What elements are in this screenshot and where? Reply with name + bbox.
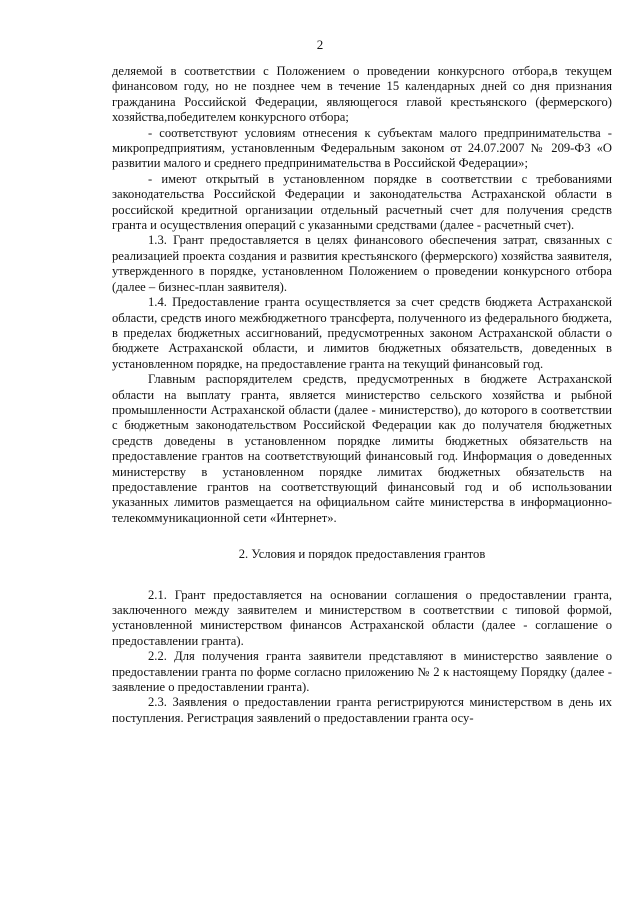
page-number: 2 [316, 37, 324, 52]
paragraph-2-3: 2.3. Заявления о предоставлении гранта регистрируются министерством в день их поступления. Регистрация заявлений о предоставлении гранта осу- [112, 695, 612, 725]
paragraph-2-2: 2.2. Для получения гранта заявители представляют в министерство заявление о предоставлении гранта по форме согласно приложению № 2 к настоящему Порядку (далее - заявление о предоставлении гранта). [112, 649, 612, 695]
document-body [112, 64, 612, 726]
paragraph-1-4: 1.4. Предоставление гранта осуществляется за счет средств бюджета Астраханской области, средств иного межбюджетного трансферта, полученного из федерального бюджета, в пределах бюджетных ассигнований, предусмотренных законом Астраханской области о бюджете Астраханской области, и лимитов бюджетных обязательств, доведенных в установленном порядке, на предоставление гранта на текущий финансовый год. [112, 295, 612, 371]
paragraph-continuation: деляемой в соответствии с Положением о проведении конкурсного отбора,в текущем финансовом году, но не позднее чем в течение 15 календарных дней со дня признания гражданина Российской Федерации, являющегося главой крестьянского (фермерского) хозяйства,победителем конкурсного отбора; [112, 64, 612, 125]
paragraph-list-item-bank-account: - имеют открытый в установленном порядке в соответствии с требованиями законодательства Российской Федерации и законодательства Астраханской области в российской кредитной организации отдельный расчетный счет для получения средств гранта и осуществления операций с указанными средствами (далее - расчетный счет). [112, 171, 612, 233]
paragraph-list-item-micro-enterprise: - соответствуют условиям отнесения к субъектам малого предпринимательства - микропредприятиям, установленным Федеральным законом от 24.07.2007 № 209-ФЗ «О развитии малого и среднего предпринимательства в Российской Федерации»; [112, 125, 612, 171]
section-heading: 2. Условия и порядок предоставления грантов [238, 547, 486, 562]
paragraph-1-3: 1.3. Грант предоставляется в целях финансового обеспечения затрат, связанных с реализацией проекта создания и развития крестьянского (фермерского) хозяйства заявителя, утвержденного в порядке, установленном Положением о проведении конкурсного отбора (далее – бизнес-план заявителя). [112, 233, 612, 294]
paragraph-main-administrator: Главным распорядителем средств, предусмотренных в бюджете Астраханской области на выплату гранта, является министерство сельского хозяйства и рыбной промышленности Астраханской области (далее - министерство), до которого в соответствии с бюджетным законодательством Российской Федерации как до получателя бюджетных средств доведены в установленном порядке лимиты бюджетных обязательств на предоставление грантов на соответствующий финансовый год. Информация о доведенных министерству в установленном порядке лимитах бюджетных обязательств на предоставление грантов на соответствующий финансовый год и об использовании указанных лимитов размещается на официальном сайте министерства в информационно-телекоммуникационной сети «Интернет». [112, 372, 612, 525]
paragraph-2-1: 2.1. Грант предоставляется на основании соглашения о предоставлении гранта, заключенного между заявителем и министерством в соответствии с типовой формой, установленной министерством финансов Астраханской области (далее - соглашение о предоставлении гранта). [112, 587, 612, 648]
